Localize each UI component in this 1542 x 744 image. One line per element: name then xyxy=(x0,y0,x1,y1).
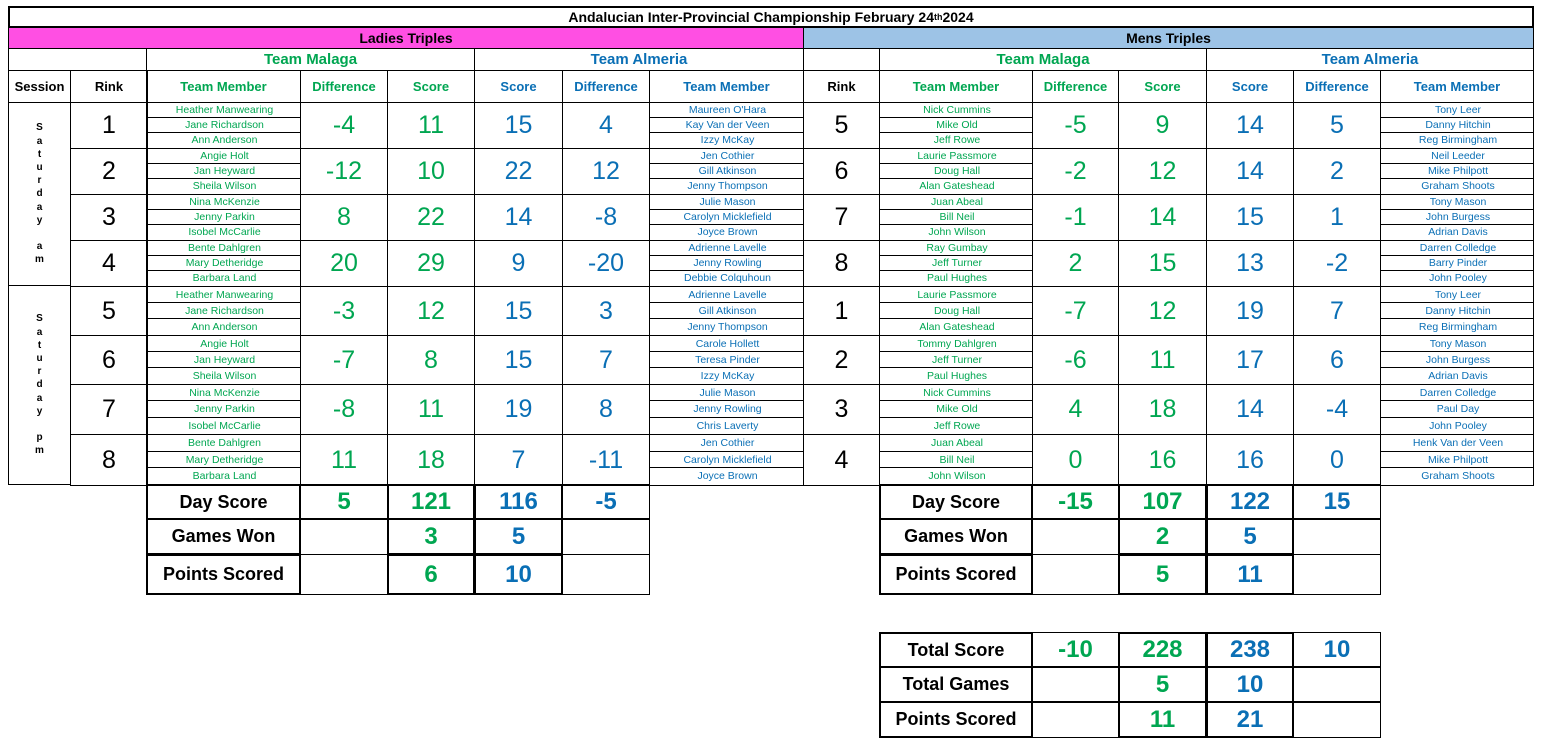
mens-malaga-members xyxy=(879,434,1033,486)
mens-malaga-members xyxy=(879,286,1033,336)
ladies-malaga-member-name: Isobel McCarlie xyxy=(188,419,261,432)
ladies-almeria-difference: 3 xyxy=(562,286,650,336)
ladies-almeria-member-name: Jenny Thompson xyxy=(687,180,768,192)
ladies-almeria-members xyxy=(649,286,804,336)
ladies-almeria-members xyxy=(649,335,804,385)
mens-almeria-member-name: Adrian Davis xyxy=(1428,226,1488,238)
mens-almeria-difference: -4 xyxy=(1293,384,1381,435)
mens-malaga-score-header: Score xyxy=(1118,70,1207,103)
mens-rink-number: 8 xyxy=(803,240,880,287)
ladies-almeria-difference: -20 xyxy=(562,240,650,287)
ladies-malaga-member-name: Isobel McCarlie xyxy=(188,226,261,238)
mens-almeria-member-name: John Pooley xyxy=(1429,272,1487,284)
ladies-malaga-member-name: Jane Richardson xyxy=(147,118,300,133)
mens-malaga-member-name: Doug Hall xyxy=(880,164,1032,179)
mens-almeria-difference: -2 xyxy=(1293,240,1381,287)
ladies-almeria-member-name: Kay Van der Veen xyxy=(650,118,803,133)
ladies-malaga-member-name: Nina McKenzie xyxy=(147,195,300,210)
mens-malaga-members xyxy=(879,102,1033,149)
mens-malaga-difference: -2 xyxy=(1032,148,1119,195)
totals-points-scored-malaga-score: 11 xyxy=(1118,701,1207,738)
mens-malaga-member-name: Laurie Passmore xyxy=(880,287,1032,303)
mens-malaga-member-name: Paul Hughes xyxy=(926,272,988,284)
mens-day-score-almeria-score: 122 xyxy=(1206,484,1294,520)
ladies-almeria-score: 19 xyxy=(474,384,563,435)
mens-rink-number: 7 xyxy=(803,194,880,241)
mens-almeria-member-name: Tony Leer xyxy=(1381,103,1533,118)
mens-almeria-member-name: Henk Van der Veen xyxy=(1381,435,1533,452)
mens-malaga-difference: 4 xyxy=(1032,384,1119,435)
totals-total-score-almeria-score: 238 xyxy=(1206,632,1294,668)
ladies-day-score-label: Day Score xyxy=(146,484,301,520)
ladies-rink-number: 4 xyxy=(70,240,148,287)
session-saturday-pm: S a t u r d a y p m xyxy=(8,285,71,485)
ladies-rink-number: 2 xyxy=(70,148,148,195)
mens-malaga-member-name: Tommy Dahlgren xyxy=(880,336,1032,352)
mens-points-scored-malaga-score: 5 xyxy=(1118,554,1207,595)
ladies-almeria-score: 15 xyxy=(474,286,563,336)
mens-malaga-difference: -5 xyxy=(1032,102,1119,149)
ladies-malaga-member-name: Jan Heyward xyxy=(147,352,300,368)
mens-rink-header: Rink xyxy=(803,70,880,103)
ladies-malaga-member-name: Ann Anderson xyxy=(191,134,258,146)
mens-team-almeria-header: Team Almeria xyxy=(1206,48,1534,71)
ladies-rink-number: 8 xyxy=(70,434,148,486)
page-title xyxy=(8,6,1534,28)
ladies-malaga-difference: 11 xyxy=(300,434,388,486)
mens-almeria-score: 17 xyxy=(1206,335,1294,385)
totals-points-scored-almeria-difference xyxy=(1293,701,1381,738)
ladies-almeria-members xyxy=(649,434,804,486)
ladies-almeria-member-name: Izzy McKay xyxy=(700,134,755,146)
mens-almeria-member-name: Tony Leer xyxy=(1381,287,1533,303)
mens-almeria-member-name: Barry Pinder xyxy=(1381,256,1533,271)
ladies-malaga-score-header: Score xyxy=(387,70,475,103)
ladies-almeria-member-name: Jenny Thompson xyxy=(687,321,768,333)
mens-almeria-score: 13 xyxy=(1206,240,1294,287)
mens-almeria-member-name: Neil Leeder xyxy=(1381,149,1533,164)
mens-almeria-member-name: Tony Mason xyxy=(1381,195,1533,210)
mens-malaga-member-name: Juan Abeal xyxy=(880,195,1032,210)
mens-malaga-difference: -7 xyxy=(1032,286,1119,336)
ladies-malaga-difference: -12 xyxy=(300,148,388,195)
ladies-malaga-score: 10 xyxy=(387,148,475,195)
ladies-day-score-almeria-difference: -5 xyxy=(562,484,650,520)
mens-almeria-member-name: Danny Hitchin xyxy=(1381,118,1533,133)
mens-almeria-score: 16 xyxy=(1206,434,1294,486)
ladies-malaga-member-name: Angie Holt xyxy=(147,336,300,352)
mens-almeria-score: 19 xyxy=(1206,286,1294,336)
ladies-almeria-difference: -8 xyxy=(562,194,650,241)
mens-malaga-member-name: Mike Old xyxy=(880,401,1032,417)
mens-day-score-almeria-difference: 15 xyxy=(1293,484,1381,520)
totals-points-scored-label: Points Scored xyxy=(879,701,1033,738)
totals-points-scored-almeria-score: 21 xyxy=(1206,701,1294,738)
mens-almeria-member-name: John Burgess xyxy=(1381,352,1533,368)
mens-malaga-difference: -1 xyxy=(1032,194,1119,241)
ladies-games-won-almeria-score: 5 xyxy=(474,518,563,555)
ladies-malaga-score: 11 xyxy=(387,384,475,435)
ladies-almeria-difference: 7 xyxy=(562,335,650,385)
mens-malaga-member-name: Doug Hall xyxy=(880,303,1032,319)
ladies-malaga-member-name: Barbara Land xyxy=(192,470,257,483)
mens-almeria-member-name: John Burgess xyxy=(1381,210,1533,225)
mens-almeria-score: 14 xyxy=(1206,148,1294,195)
ladies-triples-band: Ladies Triples xyxy=(8,27,804,49)
ladies-almeria-member-name: Jen Cothier xyxy=(650,149,803,164)
ladies-malaga-difference: -3 xyxy=(300,286,388,336)
mens-malaga-member-name: Jeff Turner xyxy=(880,256,1032,271)
ladies-almeria-member-name: Maureen O'Hara xyxy=(650,103,803,118)
mens-almeria-difference: 7 xyxy=(1293,286,1381,336)
ladies-rink-number: 3 xyxy=(70,194,148,241)
title-text: Andalucian Inter-Provincial Championship February 24 xyxy=(568,9,934,25)
title-sup: th xyxy=(933,12,943,22)
ladies-malaga-members xyxy=(146,240,301,287)
title-year: 2024 xyxy=(942,9,974,25)
blank-header-cell xyxy=(803,48,880,71)
ladies-almeria-score: 22 xyxy=(474,148,563,195)
mens-games-won-almeria-difference xyxy=(1293,518,1381,555)
ladies-malaga-difference: 8 xyxy=(300,194,388,241)
ladies-points-scored-label: Points Scored xyxy=(146,554,301,595)
ladies-malaga-difference: -8 xyxy=(300,384,388,435)
mens-malaga-members xyxy=(879,384,1033,435)
ladies-almeria-member-name: Gill Atkinson xyxy=(650,303,803,319)
ladies-malaga-members xyxy=(146,286,301,336)
ladies-almeria-member-name: Carolyn Micklefield xyxy=(650,210,803,225)
mens-malaga-score: 12 xyxy=(1118,286,1207,336)
ladies-malaga-member-name: Jenny Parkin xyxy=(147,210,300,225)
mens-day-score-malaga-difference: -15 xyxy=(1032,484,1119,520)
mens-games-won-malaga-difference xyxy=(1032,518,1119,555)
mens-rink-number: 1 xyxy=(803,286,880,336)
mens-malaga-member-name: Alan Gateshead xyxy=(919,180,995,192)
ladies-malaga-score: 22 xyxy=(387,194,475,241)
mens-day-score-malaga-score: 107 xyxy=(1118,484,1207,520)
ladies-almeria-member-name: Jenny Rowling xyxy=(650,401,803,417)
ladies-almeria-member-name: Teresa Pinder xyxy=(650,352,803,368)
mens-rink-number: 4 xyxy=(803,434,880,486)
mens-malaga-score: 11 xyxy=(1118,335,1207,385)
ladies-almeria-difference: 8 xyxy=(562,384,650,435)
ladies-almeria-member-name: Gill Atkinson xyxy=(650,164,803,179)
mens-rink-number: 5 xyxy=(803,102,880,149)
ladies-almeria-member-name: Julie Mason xyxy=(650,195,803,210)
ladies-points-scored-malaga-score: 6 xyxy=(387,554,475,595)
ladies-almeria-members xyxy=(649,148,804,195)
totals-total-games-malaga-difference xyxy=(1032,666,1119,703)
mens-almeria-member-name: Darren Colledge xyxy=(1381,385,1533,401)
mens-almeria-member-name: Mike Philpott xyxy=(1381,164,1533,179)
mens-games-won-almeria-score: 5 xyxy=(1206,518,1294,555)
ladies-almeria-members xyxy=(649,102,804,149)
mens-day-score-label: Day Score xyxy=(879,484,1033,520)
mens-malaga-member-name: Bill Neil xyxy=(880,210,1032,225)
mens-malaga-members xyxy=(879,335,1033,385)
mens-almeria-difference: 5 xyxy=(1293,102,1381,149)
totals-total-games-almeria-difference xyxy=(1293,666,1381,703)
mens-malaga-score: 15 xyxy=(1118,240,1207,287)
ladies-almeria-score: 9 xyxy=(474,240,563,287)
mens-malaga-members xyxy=(879,194,1033,241)
ladies-day-score-almeria-score: 116 xyxy=(474,484,563,520)
ladies-rink-header: Rink xyxy=(70,70,148,103)
ladies-rink-number: 6 xyxy=(70,335,148,385)
mens-malaga-member-name: Jeff Rowe xyxy=(933,134,981,146)
mens-malaga-difference: 2 xyxy=(1032,240,1119,287)
ladies-games-won-malaga-score: 3 xyxy=(387,518,475,555)
ladies-games-won-label: Games Won xyxy=(146,518,301,555)
ladies-almeria-member-name: Carole Hollett xyxy=(650,336,803,352)
mens-points-scored-almeria-difference xyxy=(1293,554,1381,595)
mens-malaga-difference: -6 xyxy=(1032,335,1119,385)
mens-team-malaga-header: Team Malaga xyxy=(879,48,1207,71)
ladies-malaga-member-name: Angie Holt xyxy=(147,149,300,164)
mens-points-scored-malaga-difference xyxy=(1032,554,1119,595)
ladies-malaga-members xyxy=(146,102,301,149)
ladies-almeria-member-name: Izzy McKay xyxy=(700,370,755,382)
mens-malaga-member-name: Laurie Passmore xyxy=(880,149,1032,164)
ladies-points-scored-almeria-score: 10 xyxy=(474,554,563,595)
mens-malaga-members xyxy=(879,148,1033,195)
ladies-rink-number: 1 xyxy=(70,102,148,149)
totals-points-scored-malaga-difference xyxy=(1032,701,1119,738)
ladies-almeria-member-header: Team Member xyxy=(649,70,804,103)
ladies-malaga-member-name: Ann Anderson xyxy=(191,321,258,333)
ladies-malaga-member-name: Bente Dahlgren xyxy=(147,435,300,452)
session-saturday-am: S a t u r d a y a m xyxy=(8,102,71,286)
ladies-almeria-score: 14 xyxy=(474,194,563,241)
mens-malaga-member-name: Mike Old xyxy=(880,118,1032,133)
totals-total-score-label: Total Score xyxy=(879,632,1033,668)
ladies-malaga-member-name: Jenny Parkin xyxy=(147,401,300,417)
mens-malaga-member-name: Ray Gumbay xyxy=(880,241,1032,256)
mens-malaga-score: 12 xyxy=(1118,148,1207,195)
ladies-almeria-score-header: Score xyxy=(474,70,563,103)
ladies-malaga-score: 8 xyxy=(387,335,475,385)
ladies-malaga-member-name: Mary Detheridge xyxy=(147,452,300,469)
ladies-almeria-score: 15 xyxy=(474,335,563,385)
mens-almeria-score: 15 xyxy=(1206,194,1294,241)
ladies-almeria-member-name: Julie Mason xyxy=(650,385,803,401)
mens-almeria-members xyxy=(1380,384,1534,435)
mens-malaga-member-name: Nick Cummins xyxy=(880,385,1032,401)
mens-almeria-difference: 0 xyxy=(1293,434,1381,486)
ladies-almeria-members xyxy=(649,194,804,241)
ladies-almeria-member-name: Joyce Brown xyxy=(697,226,758,238)
ladies-team-malaga-header: Team Malaga xyxy=(146,48,475,71)
mens-malaga-member-header: Team Member xyxy=(879,70,1033,103)
mens-malaga-member-name: John Wilson xyxy=(928,470,986,483)
ladies-almeria-difference: 4 xyxy=(562,102,650,149)
ladies-malaga-member-name: Bente Dahlgren xyxy=(147,241,300,256)
mens-almeria-member-name: Graham Shoots xyxy=(1421,470,1495,483)
mens-almeria-member-name: Graham Shoots xyxy=(1421,180,1495,192)
blank-header-cell xyxy=(8,48,147,71)
mens-almeria-members xyxy=(1380,102,1534,149)
mens-rink-number: 3 xyxy=(803,384,880,435)
mens-almeria-difference-header: Difference xyxy=(1293,70,1381,103)
ladies-points-scored-almeria-difference xyxy=(562,554,650,595)
ladies-malaga-difference: -4 xyxy=(300,102,388,149)
totals-total-score-malaga-score: 228 xyxy=(1118,632,1207,668)
mens-almeria-members xyxy=(1380,335,1534,385)
ladies-malaga-score: 18 xyxy=(387,434,475,486)
ladies-almeria-member-name: Jenny Rowling xyxy=(650,256,803,271)
ladies-almeria-member-name: Adrienne Lavelle xyxy=(650,241,803,256)
mens-malaga-member-name: Alan Gateshead xyxy=(919,321,995,333)
totals-total-score-almeria-difference: 10 xyxy=(1293,632,1381,668)
mens-malaga-difference: 0 xyxy=(1032,434,1119,486)
ladies-session-header: Session xyxy=(8,70,71,103)
mens-malaga-member-name: Juan Abeal xyxy=(880,435,1032,452)
ladies-malaga-member-name: Mary Detheridge xyxy=(147,256,300,271)
mens-triples-band: Mens Triples xyxy=(803,27,1534,49)
ladies-malaga-member-name: Heather Manwearing xyxy=(147,287,300,303)
mens-almeria-difference: 6 xyxy=(1293,335,1381,385)
mens-malaga-score: 14 xyxy=(1118,194,1207,241)
ladies-almeria-difference-header: Difference xyxy=(562,70,650,103)
ladies-almeria-member-name: Adrienne Lavelle xyxy=(650,287,803,303)
ladies-malaga-member-name: Nina McKenzie xyxy=(147,385,300,401)
mens-almeria-member-name: John Pooley xyxy=(1429,419,1487,432)
mens-almeria-score: 14 xyxy=(1206,102,1294,149)
mens-malaga-members xyxy=(879,240,1033,287)
mens-almeria-member-name: Paul Day xyxy=(1381,401,1533,417)
ladies-almeria-member-name: Chris Laverty xyxy=(696,419,759,432)
ladies-malaga-score: 11 xyxy=(387,102,475,149)
ladies-malaga-member-header: Team Member xyxy=(146,70,301,103)
mens-malaga-score: 16 xyxy=(1118,434,1207,486)
mens-almeria-member-name: Mike Philpott xyxy=(1381,452,1533,469)
mens-almeria-members xyxy=(1380,194,1534,241)
ladies-team-almeria-header: Team Almeria xyxy=(474,48,804,71)
ladies-malaga-score: 12 xyxy=(387,286,475,336)
ladies-malaga-score: 29 xyxy=(387,240,475,287)
mens-malaga-difference-header: Difference xyxy=(1032,70,1119,103)
mens-almeria-difference: 1 xyxy=(1293,194,1381,241)
mens-almeria-member-name: Darren Colledge xyxy=(1381,241,1533,256)
mens-almeria-member-header: Team Member xyxy=(1380,70,1534,103)
ladies-almeria-score: 7 xyxy=(474,434,563,486)
ladies-almeria-members xyxy=(649,384,804,435)
ladies-games-won-almeria-difference xyxy=(562,518,650,555)
mens-almeria-members xyxy=(1380,240,1534,287)
ladies-malaga-members xyxy=(146,148,301,195)
mens-malaga-member-name: Nick Cummins xyxy=(880,103,1032,118)
mens-malaga-score: 18 xyxy=(1118,384,1207,435)
ladies-malaga-member-name: Jan Heyward xyxy=(147,164,300,179)
mens-almeria-score-header: Score xyxy=(1206,70,1294,103)
ladies-malaga-members xyxy=(146,434,301,486)
ladies-almeria-member-name: Debbie Colquhoun xyxy=(684,272,771,284)
ladies-malaga-members xyxy=(146,335,301,385)
mens-almeria-members xyxy=(1380,434,1534,486)
ladies-almeria-member-name: Jen Cothier xyxy=(650,435,803,452)
mens-malaga-score: 9 xyxy=(1118,102,1207,149)
ladies-malaga-difference-header: Difference xyxy=(300,70,388,103)
ladies-almeria-member-name: Carolyn Micklefield xyxy=(650,452,803,469)
ladies-points-scored-malaga-difference xyxy=(300,554,388,595)
mens-almeria-member-name: Reg Birmingham xyxy=(1418,321,1498,333)
mens-games-won-malaga-score: 2 xyxy=(1118,518,1207,555)
ladies-day-score-malaga-difference: 5 xyxy=(300,484,388,520)
mens-points-scored-almeria-score: 11 xyxy=(1206,554,1294,595)
ladies-malaga-member-name: Sheila Wilson xyxy=(192,180,257,192)
mens-almeria-difference: 2 xyxy=(1293,148,1381,195)
mens-points-scored-label: Points Scored xyxy=(879,554,1033,595)
ladies-malaga-members xyxy=(146,194,301,241)
mens-almeria-member-name: Reg Birmingham xyxy=(1418,134,1498,146)
ladies-day-score-malaga-score: 121 xyxy=(387,484,475,520)
mens-malaga-member-name: Jeff Turner xyxy=(880,352,1032,368)
ladies-rink-number: 7 xyxy=(70,384,148,435)
totals-total-score-malaga-difference: -10 xyxy=(1032,632,1119,668)
ladies-almeria-difference: -11 xyxy=(562,434,650,486)
ladies-almeria-member-name: Joyce Brown xyxy=(697,470,758,483)
ladies-almeria-difference: 12 xyxy=(562,148,650,195)
mens-malaga-member-name: Paul Hughes xyxy=(926,370,988,382)
ladies-almeria-members xyxy=(649,240,804,287)
totals-total-games-label: Total Games xyxy=(879,666,1033,703)
ladies-malaga-member-name: Sheila Wilson xyxy=(192,370,257,382)
ladies-malaga-member-name: Heather Manwearing xyxy=(147,103,300,118)
mens-malaga-member-name: Bill Neil xyxy=(880,452,1032,469)
mens-almeria-member-name: Tony Mason xyxy=(1381,336,1533,352)
mens-malaga-member-name: John Wilson xyxy=(928,226,986,238)
ladies-games-won-malaga-difference xyxy=(300,518,388,555)
mens-rink-number: 6 xyxy=(803,148,880,195)
mens-almeria-members xyxy=(1380,286,1534,336)
mens-rink-number: 2 xyxy=(803,335,880,385)
ladies-malaga-difference: 20 xyxy=(300,240,388,287)
ladies-rink-number: 5 xyxy=(70,286,148,336)
mens-almeria-members xyxy=(1380,148,1534,195)
ladies-malaga-members xyxy=(146,384,301,435)
mens-almeria-member-name: Danny Hitchin xyxy=(1381,303,1533,319)
mens-almeria-score: 14 xyxy=(1206,384,1294,435)
ladies-almeria-score: 15 xyxy=(474,102,563,149)
mens-malaga-member-name: Jeff Rowe xyxy=(933,419,981,432)
totals-total-games-almeria-score: 10 xyxy=(1206,666,1294,703)
mens-almeria-member-name: Adrian Davis xyxy=(1428,370,1488,382)
mens-games-won-label: Games Won xyxy=(879,518,1033,555)
ladies-malaga-difference: -7 xyxy=(300,335,388,385)
totals-total-games-malaga-score: 5 xyxy=(1118,666,1207,703)
ladies-malaga-member-name: Jane Richardson xyxy=(147,303,300,319)
ladies-malaga-member-name: Barbara Land xyxy=(192,272,257,284)
